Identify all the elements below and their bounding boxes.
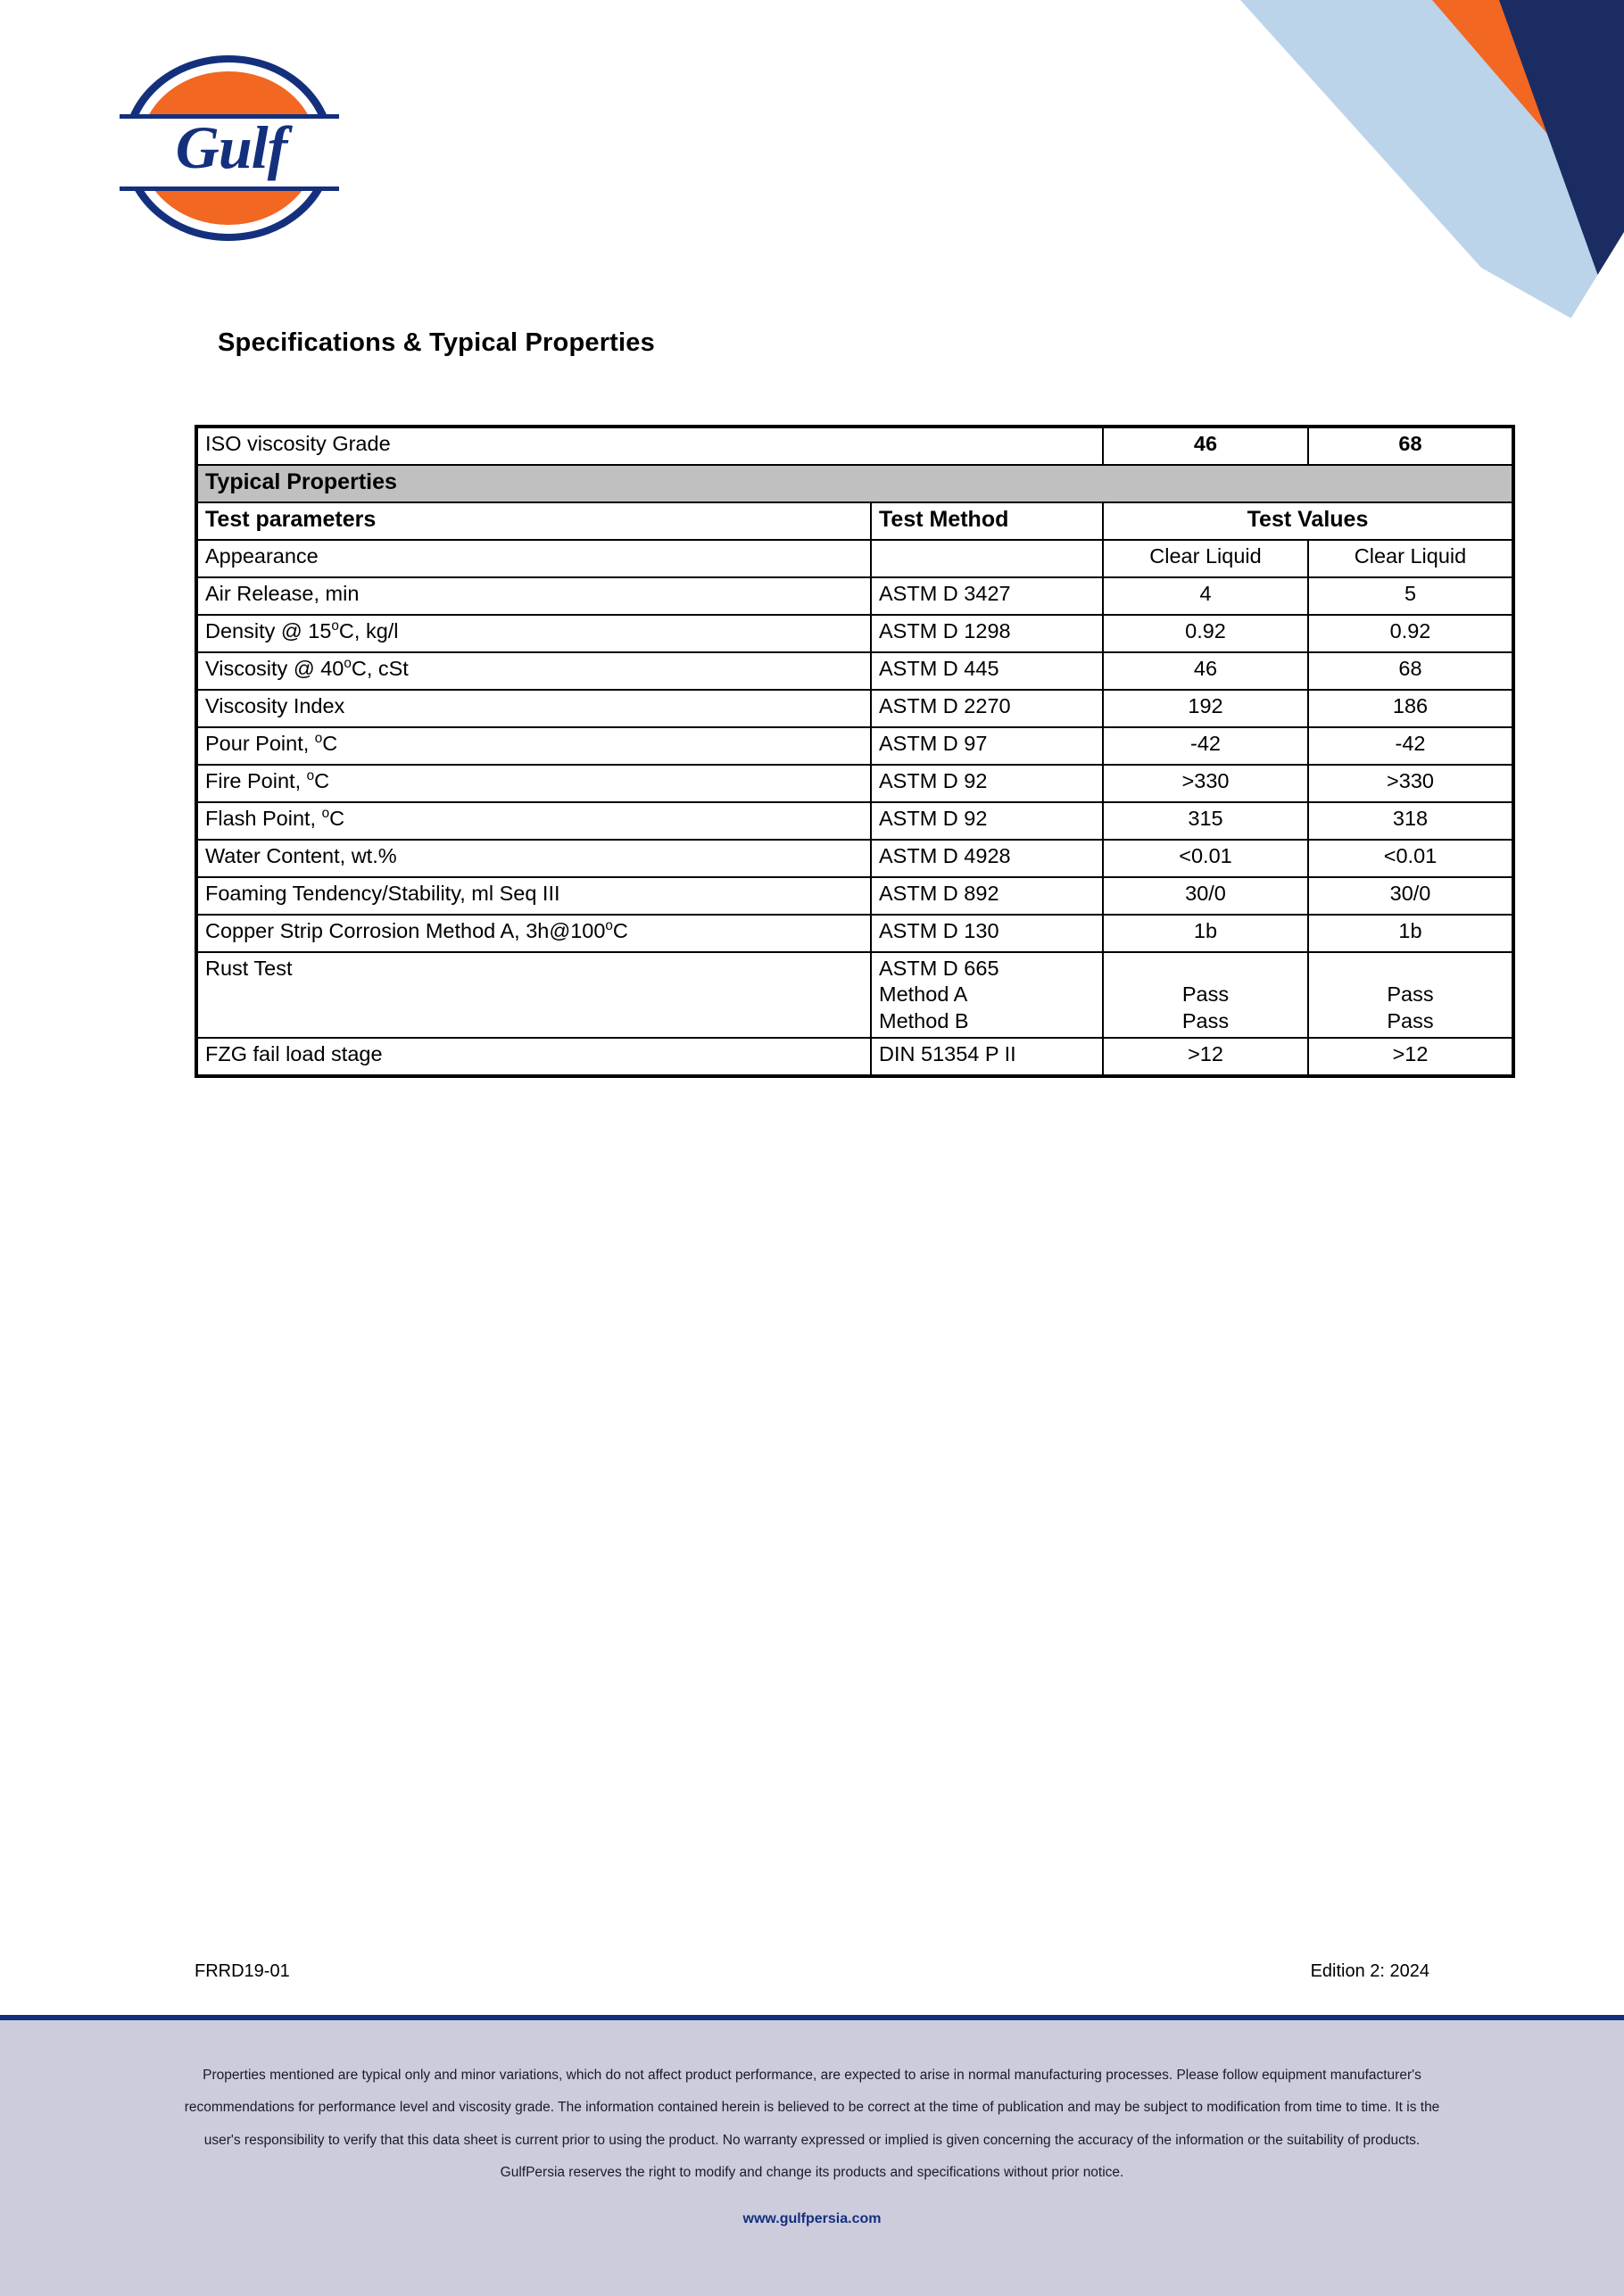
corner-shapes (1124, 0, 1624, 348)
cell-parameter: Foaming Tendency/Stability, ml Seq III (196, 877, 871, 915)
cell-parameter: Copper Strip Corrosion Method A, 3h@100$^o$C (196, 915, 871, 952)
gulf-logo (123, 55, 339, 247)
table-row (196, 877, 1513, 915)
cell-value-68: >330 (1308, 765, 1513, 802)
cell-method (871, 540, 1103, 577)
table-row (196, 952, 1513, 1038)
table-row (196, 802, 1513, 840)
cell-parameter: Appearance (196, 540, 871, 577)
cell-parameter: Water Content, wt.% (196, 840, 871, 877)
table-row (196, 765, 1513, 802)
logo-wordmark: Gulf (175, 113, 287, 181)
iso-grade-68: 68 (1308, 427, 1513, 465)
cell-value-46: 315 (1103, 802, 1308, 840)
cell-value-46: -42 (1103, 727, 1308, 765)
header-test-parameters: Test parameters (196, 502, 871, 540)
cell-value-46: Pass Pass (1103, 952, 1308, 1038)
cell-parameter: Fire Point, $^o$C (196, 765, 871, 802)
table-row (196, 577, 1513, 615)
table-row (196, 840, 1513, 877)
cell-value-68: Clear Liquid (1308, 540, 1513, 577)
cell-parameter: FZG fail load stage (196, 1038, 871, 1076)
disclaimer-band (0, 2020, 1624, 2296)
document-code: FRRD19-01 (195, 1961, 290, 1981)
specifications-table-wrapper (195, 425, 1512, 1078)
cell-value-68: 30/0 (1308, 877, 1513, 915)
cell-value-68: 186 (1308, 690, 1513, 727)
cell-method: ASTM D 2270 (871, 690, 1103, 727)
corner-decoration (1124, 0, 1624, 348)
cell-method: ASTM D 4928 (871, 840, 1103, 877)
table-body (196, 427, 1513, 540)
cell-parameter: Density @ 15$^o$C, kg/l (196, 615, 871, 652)
specifications-table (195, 425, 1515, 1078)
website-link[interactable]: www.gulfpersia.com (742, 2210, 882, 2226)
disclaimer-line-3: user's responsibility to verify that this data sheet is current prior to using the product. No warranty expressed or implied is given concerning the accuracy of the information or the suitability of products. (203, 2132, 1421, 2148)
cell-parameter: Pour Point, $^o$C (196, 727, 871, 765)
cell-value-46: 4 (1103, 577, 1308, 615)
disclaimer-line-2: recommendations for performance level and viscosity grade. The information contained herein is believed to be correct at the time of publication and may be subject to modification from time to time. It is the (184, 2100, 1440, 2116)
cell-value-46: <0.01 (1103, 840, 1308, 877)
cell-method: ASTM D 445 (871, 652, 1103, 690)
cell-parameter: Air Release, min (196, 577, 871, 615)
table-row (196, 690, 1513, 727)
cell-method: ASTM D 130 (871, 915, 1103, 952)
table-row (196, 727, 1513, 765)
section-label-typical-properties: Typical Properties (196, 465, 1513, 502)
iso-grade-label: ISO viscosity Grade (196, 427, 1103, 465)
table-data-rows (196, 540, 1513, 1076)
cell-method: ASTM D 665 Method A Method B (871, 952, 1103, 1038)
page-title: Specifications & Typical Properties (218, 328, 655, 357)
table-row (196, 652, 1513, 690)
cell-parameter: Rust Test (196, 952, 871, 1038)
table-row-column-headers (196, 502, 1513, 540)
cell-value-46: 192 (1103, 690, 1308, 727)
cell-value-68: -42 (1308, 727, 1513, 765)
cell-method: ASTM D 92 (871, 802, 1103, 840)
table-row (196, 1038, 1513, 1076)
cell-value-68: <0.01 (1308, 840, 1513, 877)
cell-method: ASTM D 892 (871, 877, 1103, 915)
cell-parameter: Viscosity Index (196, 690, 871, 727)
cell-method: DIN 51354 P II (871, 1038, 1103, 1076)
iso-grade-46: 46 (1103, 427, 1308, 465)
header-test-values: Test Values (1103, 502, 1513, 540)
cell-value-68: >12 (1308, 1038, 1513, 1076)
table-row (196, 615, 1513, 652)
edition-label: Edition 2: 2024 (1310, 1961, 1429, 1981)
cell-value-46: 0.92 (1103, 615, 1308, 652)
cell-value-68: 1b (1308, 915, 1513, 952)
cell-value-68: Pass Pass (1308, 952, 1513, 1038)
table-row-section-header (196, 465, 1513, 502)
disclaimer-line-4: GulfPersia reserves the right to modify and change its products and specifications without prior notice. (500, 2165, 1124, 2181)
cell-value-46: Clear Liquid (1103, 540, 1308, 577)
cell-method: ASTM D 3427 (871, 577, 1103, 615)
header-test-method: Test Method (871, 502, 1103, 540)
cell-value-68: 68 (1308, 652, 1513, 690)
cell-value-46: 46 (1103, 652, 1308, 690)
cell-value-46: 1b (1103, 915, 1308, 952)
cell-method: ASTM D 92 (871, 765, 1103, 802)
cell-value-68: 318 (1308, 802, 1513, 840)
cell-parameter: Viscosity @ 40$^o$C, cSt (196, 652, 871, 690)
cell-method: ASTM D 97 (871, 727, 1103, 765)
table-row (196, 540, 1513, 577)
cell-value-46: 30/0 (1103, 877, 1308, 915)
cell-method: ASTM D 1298 (871, 615, 1103, 652)
cell-value-68: 0.92 (1308, 615, 1513, 652)
table-row (196, 915, 1513, 952)
table-row-iso-grade (196, 427, 1513, 465)
cell-value-68: 5 (1308, 577, 1513, 615)
disclaimer-line-1: Properties mentioned are typical only and minor variations, which do not affect product performance, are expected to arise in normal manufacturing processes. Please follow equipment manufacturer's (203, 2068, 1421, 2083)
cell-parameter: Flash Point, $^o$C (196, 802, 871, 840)
cell-value-46: >330 (1103, 765, 1308, 802)
cell-value-46: >12 (1103, 1038, 1308, 1076)
